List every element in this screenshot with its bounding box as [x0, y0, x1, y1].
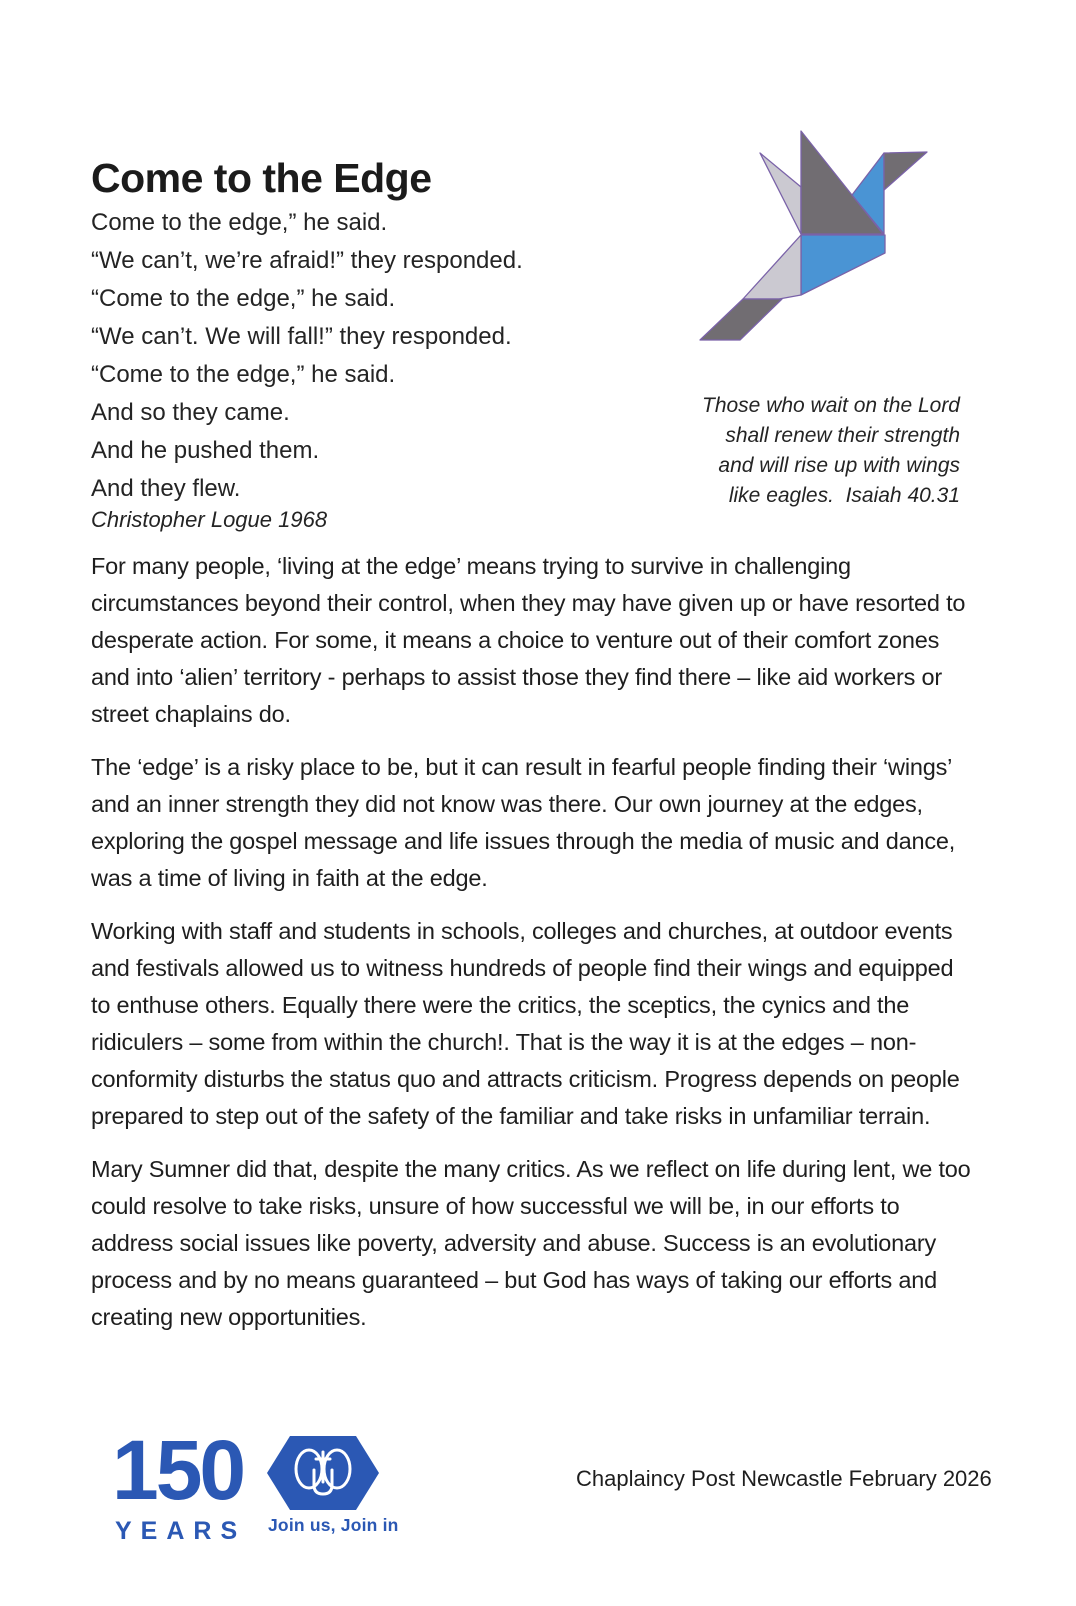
article-body	[91, 548, 975, 1352]
poem-line: “Come to the edge,” he said.	[91, 285, 396, 312]
scripture-quote-line: Those who wait on the Lord	[702, 394, 960, 417]
article-title: Come to the Edge	[91, 155, 432, 202]
anniversary-logo	[112, 1423, 399, 1548]
poem-attribution: Christopher Logue 1968	[91, 507, 328, 532]
body-paragraph: The ‘edge’ is a risky place to be, but it can result in fearful people finding their ‘wings’ and an inner strength they did not know was there. Our own journey at the edges, exploring the gospel message and life issues through the media of music and dance, was a time of living in faith at the edge.	[91, 754, 956, 891]
bird-tail-polygon	[700, 299, 782, 340]
scripture-quote-line: shall renew their strength	[725, 424, 960, 447]
poem-line: Come to the edge,” he said.	[91, 209, 388, 236]
mothers-union-monogram-icon	[267, 1436, 379, 1515]
scripture-quote-line: and will rise up with wings	[718, 454, 960, 477]
poem-line: “Come to the edge,” he said.	[91, 361, 396, 388]
bird-body-polygon	[801, 235, 885, 295]
poem-line: And so they came.	[91, 399, 290, 426]
poem-line: And they flew.	[91, 475, 241, 502]
logo-tagline: Join us, Join in	[268, 1515, 399, 1535]
poem	[91, 204, 523, 508]
logo-years-label: YEARS	[115, 1517, 247, 1545]
body-paragraph: For many people, ‘living at the edge’ means trying to survive in challenging circumstances beyond their control, when they may have given up or have resorted to desperate action. For some, it means a choice to venture out of their comfort zones and into ‘alien’ territory - perhaps to assist those they find there – like aid workers or street chaplains do.	[91, 553, 966, 727]
logo-years-number: 150	[112, 1423, 244, 1517]
poem-line: And he pushed them.	[91, 437, 320, 464]
body-paragraph: Mary Sumner did that, despite the many critics. As we reflect on life during lent, we too could resolve to take risks, unsure of how successful we will be, in our efforts to address social issues like poverty, adversity and abuse. Success is an evolutionary process and by no means guaranteed – but God has ways of taking our efforts and creating new opportunities.	[91, 1156, 971, 1330]
publication-footer: Chaplaincy Post Newcastle February 2026	[576, 1466, 992, 1491]
body-paragraph: Working with staff and students in schools, colleges and churches, at outdoor events and festivals allowed us to witness hundreds of people find their wings and equipped to enthuse others. Equally there were the critics, the sceptics, the cynics and the ridiculers – some from within the church!. That is the way it is at the edges – non-conformity disturbs the status quo and attracts criticism. Progress depends on people prepared to step out of the safety of the familiar and take risks in unfamiliar terrain.	[91, 918, 960, 1129]
poem-line: “We can’t. We will fall!” they responded.	[91, 323, 512, 350]
bird-head-polygon	[760, 153, 801, 234]
scripture-quote-line: like eagles. Isaiah 40.31	[728, 484, 960, 507]
origami-bird-icon	[650, 110, 1000, 370]
bird-underside-polygon	[743, 235, 801, 299]
bird-right-wing-tip-polygon	[884, 152, 927, 190]
scripture-quote	[650, 391, 960, 511]
poem-line: “We can’t, we’re afraid!” they responded.	[91, 247, 523, 274]
